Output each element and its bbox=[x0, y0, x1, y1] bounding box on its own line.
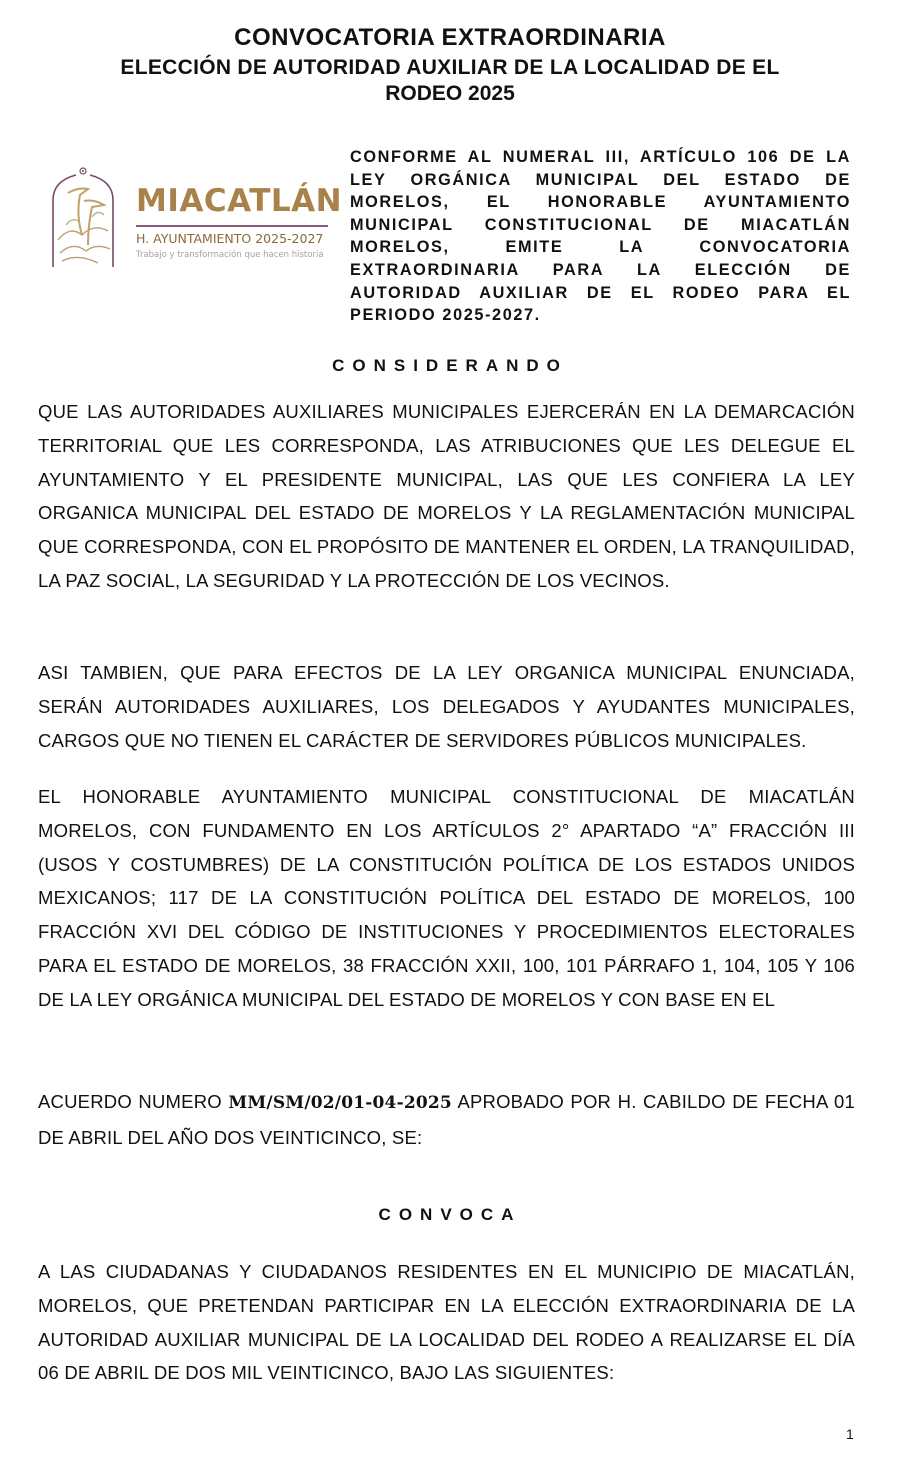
document-title: CONVOCATORIA EXTRAORDINARIA bbox=[234, 24, 666, 51]
logo-divider bbox=[136, 225, 328, 227]
intro-paragraph: CONFORME AL NUMERAL III, ARTÍCULO 106 DE LA LEY ORGÁNICA MUNICIPAL DEL ESTADO DE MORELOS, EL HONORABLE AYUNTAMIENTO MUNICIPAL CONSTITUCIONAL DE MIACATLÁN MORELOS, EMITE LA CONVOCATORIA EXTRAORDINARIA PARA LA ELECCIÓN DE AUTORIDAD AUXILIAR DE EL RODEO PARA EL PERIODO 2025-2027. bbox=[350, 148, 851, 325]
heron-emblem-icon bbox=[48, 165, 118, 270]
document-subtitle-line1: ELECCIÓN DE AUTORIDAD AUXILIAR DE LA LOCALIDAD DE EL bbox=[120, 56, 780, 79]
page-number: 1 bbox=[846, 1426, 854, 1442]
acuerdo-suffix: APROBADO POR H. CABILDO DE FECHA 01 DE ABRIL DEL AÑO DOS VEINTICINCO, SE: bbox=[38, 1091, 855, 1148]
acuerdo-prefix: ACUERDO NUMERO bbox=[38, 1091, 222, 1112]
logo-subtitle: H. AYUNTAMIENTO 2025-2027 bbox=[136, 231, 324, 246]
logo-name: MIACATLÁN bbox=[136, 183, 343, 219]
document-subtitle-line2: RODEO 2025 bbox=[385, 82, 515, 105]
considerando-heading: CONSIDERANDO bbox=[332, 356, 568, 375]
acuerdo-code: MM/SM/02/01-04-2025 bbox=[228, 1093, 452, 1113]
considerando-paragraph-1: QUE LAS AUTORIDADES AUXILIARES MUNICIPALES EJERCERÁN EN LA DEMARCACIÓN TERRITORIAL QUE LES CORRESPONDA, LAS ATRIBUCIONES QUE LES DELEGUE EL AYUNTAMIENTO Y EL PRESIDENTE MUNICIPAL, LAS QUE LES CONFIERA LA LEY ORGANICA MUNICIPAL DEL ESTADO DE MORELOS Y LA REGLAMENTACIÓN MUNICIPAL QUE CORRESPONDA, CON EL PROPÓSITO DE MANTENER EL ORDEN, LA TRANQUILIDAD, LA PAZ SOCIAL, LA SEGURIDAD Y LA PROTECCIÓN DE LOS VECINOS. bbox=[38, 401, 855, 591]
considerando-paragraph-3: EL HONORABLE AYUNTAMIENTO MUNICIPAL CONSTITUCIONAL DE MIACATLÁN MORELOS, CON FUNDAMENTO EN LOS ARTÍCULOS 2° APARTADO “A” FRACCIÓN III (USOS Y COSTUMBRES) DE LA CONSTITUCIÓN POLÍTICA DE LOS ESTADOS UNIDOS MEXICANOS; 117 DE LA CONSTITUCIÓN POLÍTICA DEL ESTADO DE MORELOS, 100 FRACCIÓN XVI DEL CÓDIGO DE INSTITUCIONES Y PROCEDIMIENTOS ELECTORALES PARA EL ESTADO DE MORELOS, 38 FRACCIÓN XXII, 100, 101 PÁRRAFO 1, 104, 105 Y 106 DE LA LEY ORGÁNICA MUNICIPAL DEL ESTADO DE MORELOS Y CON BASE EN EL bbox=[38, 786, 855, 1010]
considerando-paragraph-2: ASI TAMBIEN, QUE PARA EFECTOS DE LA LEY ORGANICA MUNICIPAL ENUNCIADA, SERÁN AUTORIDADES AUXILIARES, LOS DELEGADOS Y AYUDANTES MUNICIPALES, CARGOS QUE NO TIENEN EL CARÁCTER DE SERVIDORES PÚBLICOS MUNICIPALES. bbox=[38, 662, 855, 751]
municipality-logo bbox=[48, 165, 343, 275]
convoca-paragraph: A LAS CIUDADANAS Y CIUDADANOS RESIDENTES EN EL MUNICIPIO DE MIACATLÁN, MORELOS, QUE PRETENDAN PARTICIPAR EN LA ELECCIÓN EXTRAORDINARIA DE LA AUTORIDAD AUXILIAR MUNICIPAL DE LA LOCALIDAD DEL RODEO A REALIZARSE EL DÍA 06 DE ABRIL DE DOS MIL VEINTICINCO, BAJO LAS SIGUIENTES: bbox=[38, 1261, 855, 1384]
convoca-heading: CONVOCA bbox=[378, 1205, 522, 1224]
logo-tagline: Trabajo y transformación que hacen historia bbox=[136, 250, 324, 260]
acuerdo-paragraph bbox=[38, 1085, 855, 1155]
